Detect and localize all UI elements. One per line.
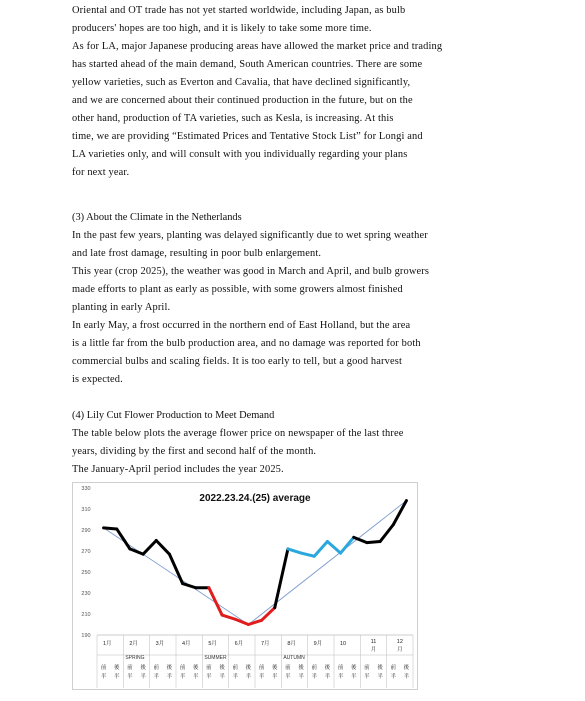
text-line: This year (crop 2025), the weather was good in March and April, and bulb growers: [72, 266, 430, 277]
season-label: AUTUMN: [283, 655, 305, 661]
text-line: made efforts to plant as early as possible, with some growers almost finished: [72, 284, 403, 295]
trend-line: [248, 501, 406, 625]
half-label: 前: [232, 665, 239, 671]
half-label: 前: [153, 665, 160, 671]
month-label: 6月: [234, 641, 244, 647]
half-label-suffix: 半: [403, 674, 410, 680]
half-label: 前: [179, 665, 186, 671]
half-label: 後: [140, 665, 146, 671]
text-line: is a little far from the bulb production area, and no damage was reported for both: [72, 338, 421, 349]
price-line-segment: [183, 584, 196, 588]
text-line: is expected.: [72, 374, 123, 385]
half-label-suffix: 半: [232, 674, 239, 680]
half-label-suffix: 半: [364, 674, 370, 680]
text-line: planting in early April.: [72, 302, 171, 313]
y-tick-label: 230: [81, 591, 91, 597]
y-tick-label: 190: [81, 633, 91, 639]
text-line: In early May, a frost occurred in the northern end of East Holland, but the area: [72, 320, 411, 331]
half-label-suffix: 半: [192, 674, 199, 680]
half-label: 後: [113, 665, 120, 671]
month-label: 9月: [313, 641, 323, 647]
price-line-segment: [156, 541, 169, 555]
half-label: 後: [324, 665, 331, 671]
y-tick-label: 310: [81, 507, 91, 513]
half-label-suffix: 半: [127, 674, 133, 680]
text-line: Oriental and OT trade has not yet started worldwide, including Japan, as bulb: [72, 5, 406, 16]
half-label: 後: [377, 665, 383, 671]
y-tick-label: 330: [81, 486, 91, 492]
text-line: commercial bulbs and scaling fields. It is too early to tell, but a good harvest: [72, 356, 402, 367]
month-label: 1月: [103, 641, 112, 647]
price-line-segment: [393, 501, 406, 525]
paragraph-oriental-ot-trade: [72, 2, 518, 182]
text-line: and late frost damage, resulting in poor bulb enlargement.: [72, 248, 322, 259]
y-tick-label: 250: [81, 570, 91, 576]
half-label: 前: [258, 665, 265, 671]
chart-title: 2022.23.24.(25) average: [199, 493, 311, 504]
half-label-suffix: 半: [113, 674, 120, 680]
half-label: 前: [285, 665, 291, 671]
text-line: In the past few years, planting was delayed significantly due to wet spring weather: [72, 230, 428, 241]
half-label-suffix: 半: [140, 674, 146, 680]
half-label-suffix: 半: [153, 674, 160, 680]
price-line-segment: [288, 549, 301, 553]
price-line-segment: [104, 528, 117, 529]
text-line: The January-April period includes the year 2025.: [72, 464, 284, 475]
half-label: 後: [219, 665, 225, 671]
half-label: 後: [350, 665, 357, 671]
text-line: for next year.: [72, 167, 130, 178]
month-label: 3月: [155, 641, 165, 647]
text-line: years, dividing by the first and second half of the month.: [72, 446, 317, 457]
half-label: 前: [206, 665, 212, 671]
price-line-segment: [248, 620, 261, 624]
text-line: The table below plots the average flower price on newspaper of the last three: [72, 428, 404, 439]
half-label: 後: [245, 665, 252, 671]
price-line-segment: [301, 553, 314, 556]
half-label-suffix: 半: [100, 674, 107, 680]
text-line: time, we are providing “Estimated Prices and Tentative Stock List” for Longi and: [72, 131, 423, 142]
price-line-segment: [143, 541, 156, 555]
text-line: LA varieties only, and will consult with you individually regarding your plans: [72, 149, 408, 160]
half-label-suffix: 半: [285, 674, 291, 680]
half-label: 前: [127, 665, 133, 671]
month-label-suffix: 月: [370, 647, 377, 653]
text-line: and we are concerned about their continued production in the future, but on the: [72, 95, 413, 106]
half-label-suffix: 半: [179, 674, 186, 680]
half-label: 前: [337, 665, 344, 671]
half-label: 後: [166, 665, 173, 671]
half-label: 後: [298, 665, 304, 671]
month-label: 11: [370, 639, 377, 645]
half-label-suffix: 半: [350, 674, 357, 680]
month-label: 12: [396, 639, 403, 645]
half-label-suffix: 半: [337, 674, 344, 680]
half-label-suffix: 半: [377, 674, 383, 680]
half-label-suffix: 半: [166, 674, 173, 680]
price-line-segment: [341, 537, 354, 553]
text-line: other hand, production of TA varieties, such as Kesla, is increasing. At this: [72, 113, 394, 124]
half-label-suffix: 半: [271, 674, 278, 680]
flower-price-chart-svg: [73, 483, 417, 689]
price-line-segment: [327, 542, 340, 554]
half-label-suffix: 半: [298, 674, 304, 680]
section-4-title: (4) Lily Cut Flower Production to Meet Demand: [72, 410, 275, 421]
price-line-segment: [169, 554, 182, 583]
section-4-body: [72, 425, 518, 479]
half-label: 後: [403, 665, 410, 671]
price-line-segment: [380, 525, 393, 542]
half-label: 前: [364, 665, 370, 671]
half-label: 前: [311, 665, 318, 671]
half-label: 前: [390, 665, 397, 671]
y-tick-label: 290: [81, 528, 91, 534]
price-line-segment: [222, 615, 235, 619]
month-label-suffix: 月: [397, 647, 403, 653]
half-label-suffix: 半: [245, 674, 252, 680]
month-label: 2月: [129, 641, 138, 647]
text-line: has started ahead of the main demand, South American countries. There are some: [72, 59, 423, 70]
section-3-title: (3) About the Climate in the Netherlands: [72, 212, 242, 223]
half-label: 後: [192, 665, 199, 671]
month-label: 4月: [182, 641, 191, 647]
price-line-segment: [262, 608, 275, 621]
half-label: 前: [100, 665, 107, 671]
price-line-segment: [117, 529, 130, 549]
text-line: yellow varieties, such as Everton and Cavalia, that have declined significantly,: [72, 77, 411, 88]
half-label-suffix: 半: [219, 674, 225, 680]
month-label: 8月: [287, 641, 296, 647]
y-tick-label: 270: [81, 549, 91, 555]
price-line-segment: [314, 542, 327, 557]
half-label-suffix: 半: [206, 674, 212, 680]
section-3-body: [72, 227, 518, 389]
season-label: SUMMER: [204, 655, 227, 661]
half-label-suffix: 半: [390, 674, 397, 680]
half-label: 後: [271, 665, 278, 671]
price-line-segment: [209, 588, 222, 615]
text-line: producers' hopes are too high, and it is likely to take some more time.: [72, 23, 372, 34]
month-label: 7月: [261, 641, 270, 647]
half-label-suffix: 半: [311, 674, 318, 680]
season-label: SPRING: [125, 655, 145, 661]
flower-price-chart: [72, 482, 418, 690]
y-tick-label: 210: [81, 612, 91, 618]
text-line: As for LA, major Japanese producing areas have allowed the market price and trading: [72, 41, 443, 52]
half-label-suffix: 半: [324, 674, 331, 680]
month-label: 5月: [208, 641, 217, 647]
price-line-segment: [367, 542, 380, 543]
half-label-suffix: 半: [258, 674, 265, 680]
month-label: 10: [340, 641, 347, 647]
